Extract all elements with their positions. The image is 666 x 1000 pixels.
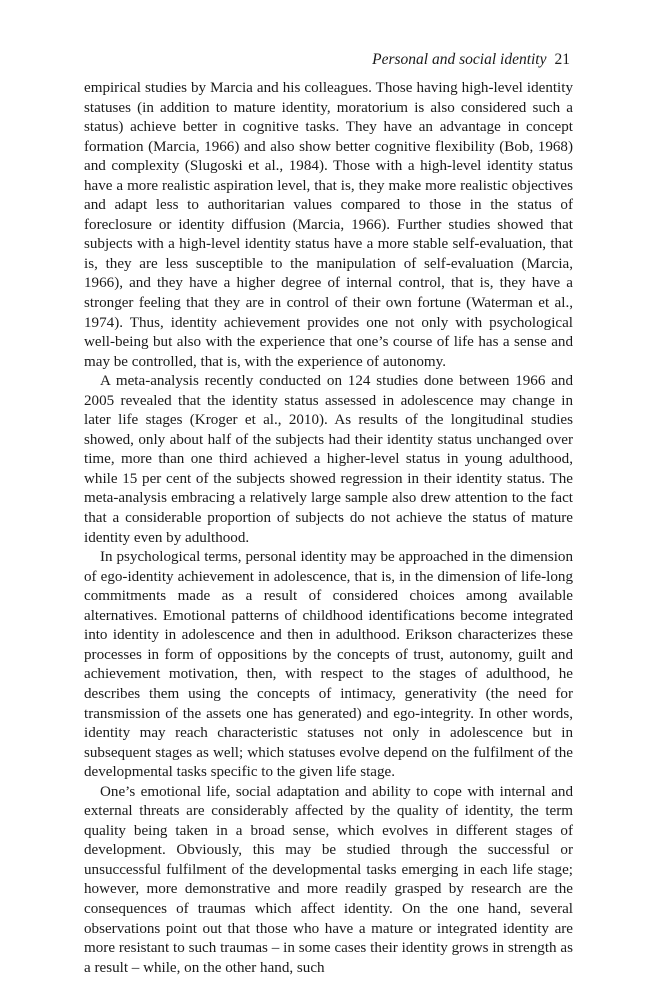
running-head-title: Personal and social identity [372, 51, 547, 68]
page-number: 21 [554, 51, 570, 68]
running-head [372, 50, 570, 70]
paragraph-continued: empirical studies by Marcia and his colleagues. Those having high-level identity statuses (in addition to mature identity, moratorium is also considered such a status) achieve better in cognitive tasks. They have an advantage in concept formation (Marcia, 1966) and also show better cognitive flexibility (Bob, 1968) and complexity (Slugoski et al., 1984). Those with a high-level identity status have a more realistic aspiration level, that is, they make more realistic objectives and adapt less to authoritarian values compared to those in the status of foreclosure or identity diffusion (Marcia, 1966). Further studies showed that subjects with a high-level identity status have a more stable self-evaluation, that is, they are less susceptible to the manipulation of self-evaluation (Marcia, 1966), and they have a higher degree of internal control, that is, they have a stronger feeling that they are in control of their own fortune (Waterman et al., 1974). Thus, identity achievement provides one not only with psychological well-being but also with the experience that one’s course of life has a sense and may be controlled, that is, with the experience of autonomy. [84, 80, 573, 370]
paragraph-meta-analysis: A meta-analysis recently conducted on 124 studies done between 1966 and 2005 revealed that the identity status assessed in adolescence may change in later life stages (Kroger et al., 2010). As results of the longitudinal studies showed, only about half of the subjects had their identity status unchanged over time, more than one third achieved a higher-level status in young adulthood, while 15 per cent of the subjects showed regression in their identity status. The meta-analysis embracing a relatively large sample also drew attention to the fact that a considerable proportion of subjects do not achieve the status of mature identity even by adulthood. [84, 373, 573, 546]
paragraph-personal-identity: In psychological terms, personal identity may be approached in the dimension of ego-identity achievement in adolescence, that is, in the dimension of life-long commitments made as a result of considered choices among available alternatives. Emotional patterns of childhood identifications become integrated into identity in adolescence and then in adulthood. Erikson characterizes these processes in form of oppositions by the concepts of trust, autonomy, guilt and achievement motivation, then, with respect to the stages of adulthood, he describes them using the concepts of intimacy, generativity (the need for transmission of the assets one has generated) and ego-integrity. In other words, identity may reach characteristic statuses not only in adolescence but in subsequent stages as well; which statuses evolve depend on the fulfilment of the developmental tasks specific to the given life stage. [84, 549, 573, 781]
body-text [84, 79, 573, 978]
paragraph-emotional-life: One’s emotional life, social adaptation and ability to cope with internal and external threats are considerably affected by the quality of identity, the term quality being taken in a broad sense, which evolves in different stages of development. Obviously, this may be studied through the successful or unsuccessful fulfilment of the developmental tasks emerging in each life stage; however, more demonstrative and more readily grasped by research are the consequences of traumas which affect identity. On the one hand, several observations point out that those who have a mature or integrated identity are more resistant to such traumas – in some cases their identity grows in strength as a result – while, on the other hand, such [84, 783, 573, 976]
